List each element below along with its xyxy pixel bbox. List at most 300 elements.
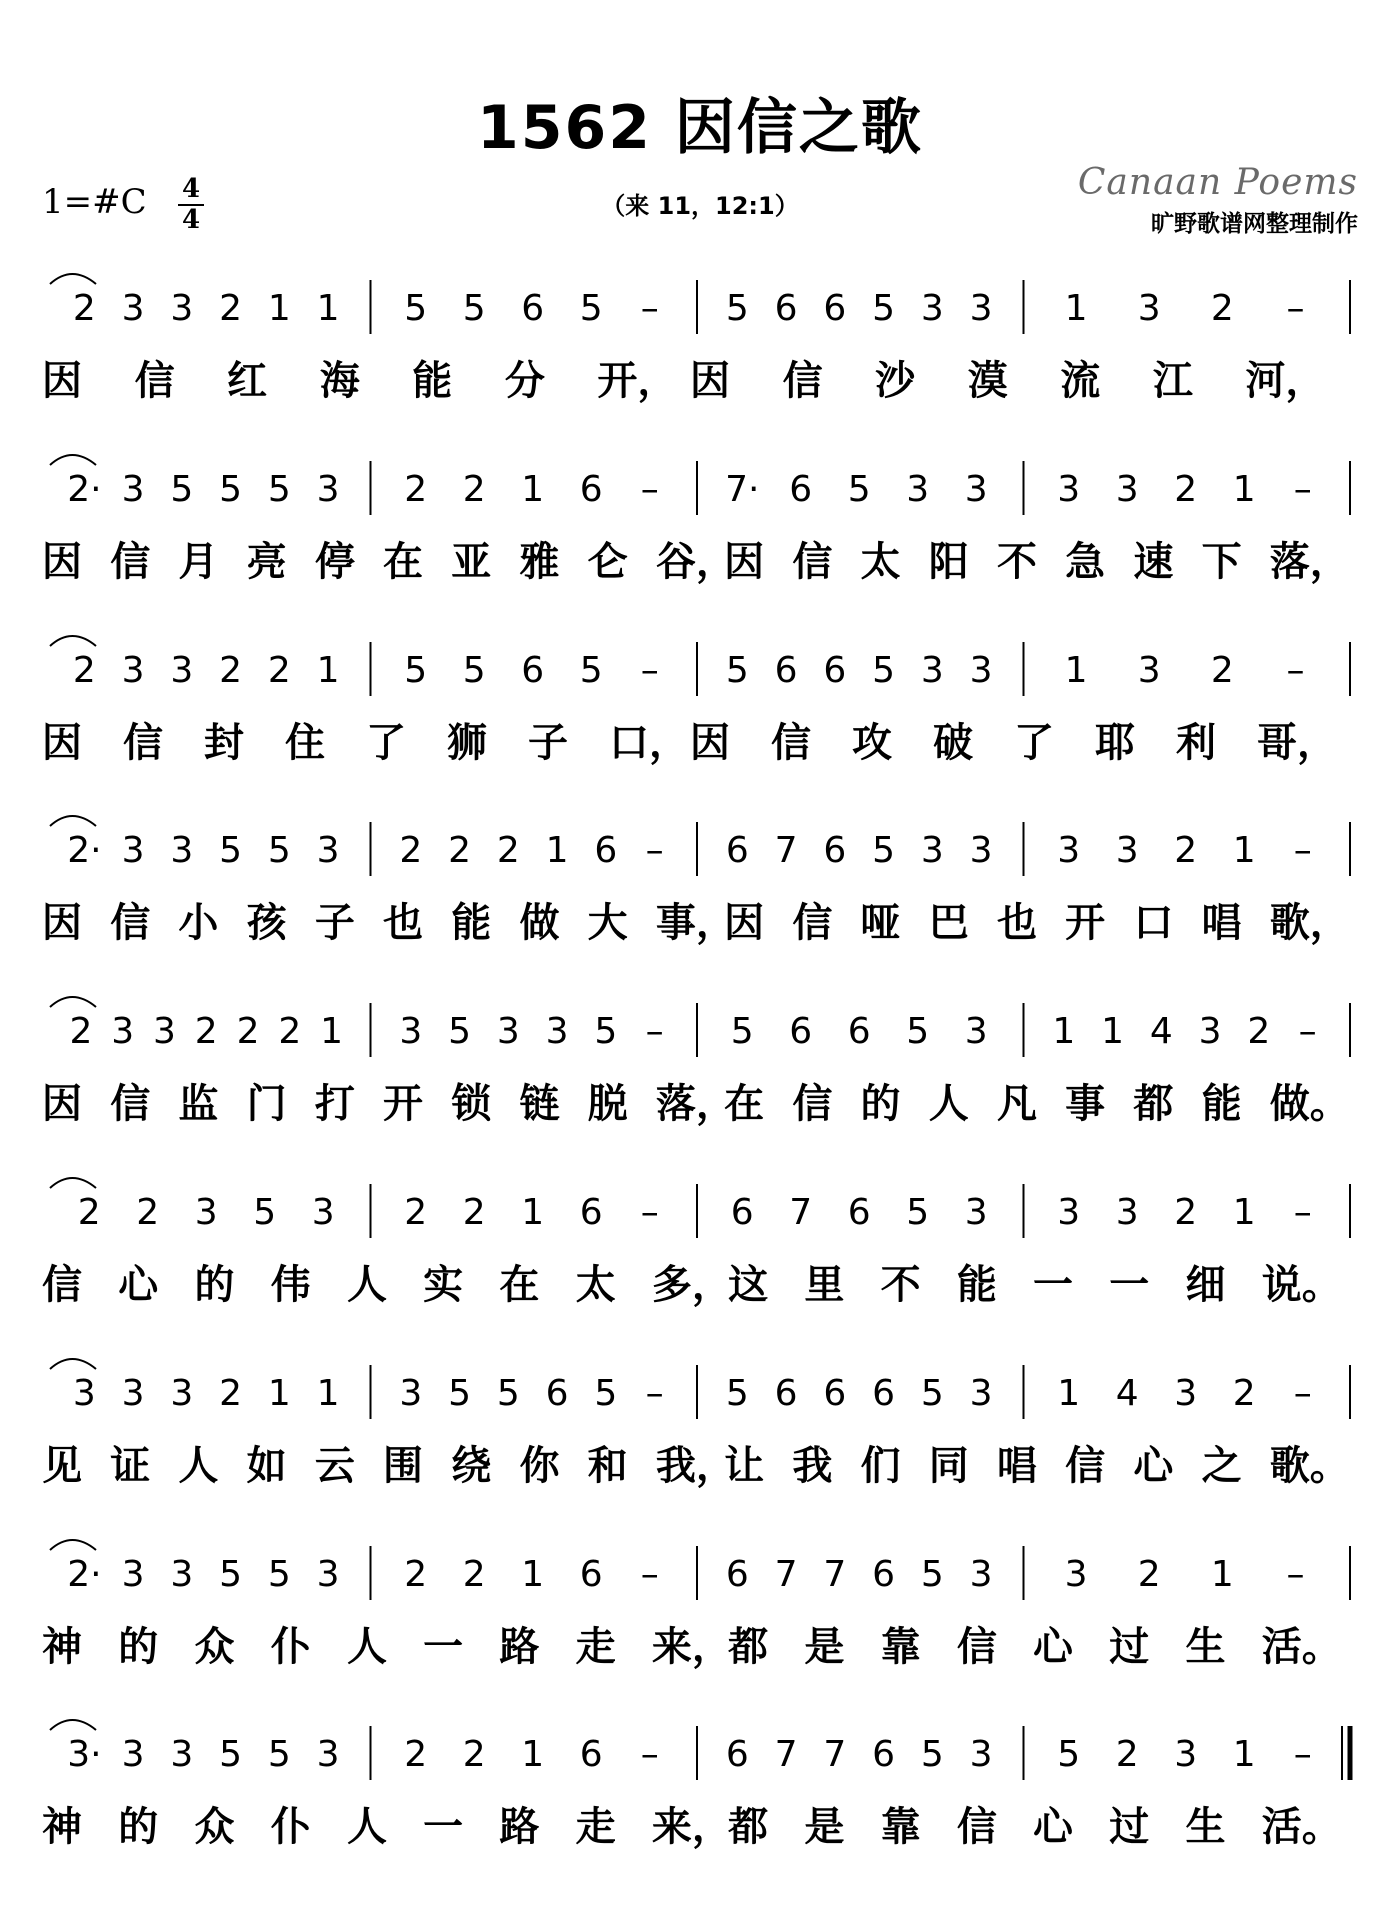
lyric-syllable: 一 <box>1033 1262 1074 1308</box>
lyric-syllable: 事 <box>1065 1081 1106 1127</box>
note: 5 <box>730 1011 754 1052</box>
rest-dash: – <box>1293 1373 1312 1414</box>
notation-line <box>42 985 1358 1075</box>
note: 1 <box>320 1011 344 1052</box>
lyric-syllable: 狮 <box>447 720 487 766</box>
lyric-syllable: 开 <box>1065 900 1106 946</box>
note: 3 <box>1064 1554 1088 1595</box>
note: 2 <box>1210 650 1234 691</box>
note: 3 <box>153 1011 176 1052</box>
score-system <box>42 1347 1358 1507</box>
note: 5 <box>219 1734 243 1775</box>
rest-dash: – <box>645 830 664 871</box>
note: 1 <box>316 1373 340 1414</box>
lyric-syllable: 仆 <box>270 1804 311 1850</box>
rest-dash: – <box>1293 830 1312 871</box>
rest-dash: – <box>1293 1192 1312 1233</box>
lyric-syllable: 落， <box>1269 539 1350 585</box>
lyric-syllable: 见 <box>42 1443 82 1489</box>
lyric-syllable: 攻 <box>852 720 892 766</box>
rest-dash: – <box>640 1192 659 1233</box>
lyric-syllable: 歌。 <box>1269 1443 1350 1489</box>
lyric-syllable: 了 <box>1014 720 1054 766</box>
brand-block <box>1078 162 1358 238</box>
note: 2 <box>267 650 291 691</box>
note: 2 <box>404 1734 428 1775</box>
note: 5 <box>725 1373 749 1414</box>
note: 5 <box>725 288 749 329</box>
note: 5 <box>219 469 243 510</box>
note: 3 <box>969 1554 993 1595</box>
lyric-syllable: 和 <box>587 1443 628 1489</box>
note: 2 <box>462 469 486 510</box>
note: 3 <box>1174 1373 1198 1414</box>
lyric-syllable: 分 <box>504 358 545 404</box>
note: 1 <box>1232 1734 1256 1775</box>
key-signature: 1=#C <box>42 182 147 222</box>
lyric-syllable: 心 <box>118 1262 159 1308</box>
note: 3 <box>316 469 340 510</box>
note: 3 <box>1057 1192 1081 1233</box>
note: 2 <box>1210 288 1234 329</box>
note: 5 <box>267 469 291 510</box>
note: 2 <box>194 1011 218 1052</box>
lyric-syllable: 门 <box>246 1081 287 1127</box>
note: 5 <box>267 830 291 871</box>
lyric-syllable: 因 <box>42 1081 82 1127</box>
slur <box>50 1540 96 1550</box>
note: 6 <box>725 1554 749 1595</box>
lyric-syllable: 路 <box>499 1624 540 1670</box>
lyric-syllable: 人 <box>178 1443 219 1489</box>
note: 2 <box>462 1192 486 1233</box>
lyric-syllable: 信 <box>1065 1443 1106 1489</box>
lyric-syllable: 过 <box>1109 1624 1150 1670</box>
lyric-syllable: 信 <box>792 539 833 585</box>
note: 6 <box>823 288 847 329</box>
note: 7· <box>725 469 760 510</box>
note: 2· <box>67 469 102 510</box>
score-system <box>42 624 1358 784</box>
note: 5 <box>462 288 486 329</box>
notation-line <box>42 1347 1358 1437</box>
lyric-syllable: 太 <box>860 539 901 585</box>
note: 7 <box>774 830 798 871</box>
note: 3 <box>1198 1011 1222 1052</box>
lyric-syllable: 落， <box>655 1081 736 1127</box>
lyric-syllable: 因 <box>690 720 730 766</box>
note: 3 <box>969 288 993 329</box>
note: 5 <box>267 1554 291 1595</box>
lyric-syllable: 海 <box>319 358 360 404</box>
note: 5 <box>579 650 603 691</box>
note: 3 <box>121 1373 145 1414</box>
note: 1 <box>521 1192 545 1233</box>
note: 3 <box>170 1734 194 1775</box>
lyric-syllable: 信 <box>792 900 833 946</box>
lyric-syllable: 的 <box>194 1262 235 1308</box>
lyric-syllable: 下 <box>1201 539 1242 585</box>
lyric-syllable: 能 <box>956 1262 997 1308</box>
note: 2· <box>67 830 102 871</box>
lyric-syllable: 雅 <box>519 539 560 585</box>
note: 3 <box>969 650 993 691</box>
note: 7 <box>823 1554 847 1595</box>
lyric-syllable: 靠 <box>880 1804 921 1850</box>
note: 2 <box>1247 1011 1271 1052</box>
lyric-syllable: 哑 <box>860 900 901 946</box>
note: 4 <box>1115 1373 1139 1414</box>
lyric-syllable: 信 <box>956 1804 997 1850</box>
lyric-syllable: 人 <box>928 1081 969 1127</box>
lyric-syllable: 因 <box>42 358 82 404</box>
time-signature-top: 4 <box>181 174 201 204</box>
lyric-syllable: 也 <box>996 900 1037 946</box>
notation-line <box>42 1708 1358 1798</box>
note: 3 <box>194 1192 218 1233</box>
lyric-syllable: 们 <box>860 1443 901 1489</box>
note: 3 <box>920 288 944 329</box>
note: 6 <box>847 1192 871 1233</box>
slur <box>50 1178 96 1188</box>
note: 7 <box>774 1734 798 1775</box>
rest-dash: – <box>1293 1734 1312 1775</box>
lyric-syllable: 在 <box>383 539 424 585</box>
score-system <box>42 985 1358 1145</box>
lyric-syllable: 唱 <box>1201 900 1242 946</box>
lyric-syllable: 证 <box>110 1443 151 1489</box>
note: 3 <box>906 469 930 510</box>
lyric-syllable: 生 <box>1185 1804 1226 1850</box>
note: 2· <box>67 1554 102 1595</box>
note: 3 <box>121 288 145 329</box>
note: 2 <box>278 1011 302 1052</box>
note: 3 <box>72 1373 96 1414</box>
note: 5 <box>872 288 896 329</box>
lyric-syllable: 信 <box>792 1081 833 1127</box>
lyric-syllable: 说。 <box>1261 1262 1342 1308</box>
note: 3 <box>170 288 194 329</box>
notation-line <box>42 262 1358 352</box>
rest-dash: – <box>1286 288 1305 329</box>
note: 3 <box>1137 650 1161 691</box>
lyric-syllable: 一 <box>1109 1262 1150 1308</box>
lyric-syllable: 细 <box>1185 1262 1226 1308</box>
lyric-syllable: 让 <box>724 1443 765 1489</box>
lyric-syllable: 太 <box>575 1262 616 1308</box>
lyric-syllable: 流 <box>1060 358 1101 404</box>
lyric-syllable: 的 <box>860 1081 901 1127</box>
lyric-syllable: 打 <box>314 1081 355 1127</box>
note: 5 <box>872 650 896 691</box>
lyric-syllable: 唱 <box>996 1443 1037 1489</box>
lyric-syllable: 不 <box>996 539 1037 585</box>
lyric-syllable: 之 <box>1201 1443 1242 1489</box>
rest-dash: – <box>1298 1011 1317 1052</box>
lyric-syllable: 是 <box>804 1624 845 1670</box>
lyric-syllable: 来， <box>651 1804 732 1850</box>
rest-dash: – <box>640 469 659 510</box>
lyric-syllable: 脱 <box>587 1081 628 1127</box>
note: 3 <box>920 830 944 871</box>
lyric-syllable: 你 <box>519 1443 560 1489</box>
note: 3 <box>920 650 944 691</box>
lyric-syllable: 信 <box>782 358 823 404</box>
lyric-syllable: 因 <box>42 720 82 766</box>
lyric-syllable: 开 <box>383 1081 424 1127</box>
lyric-syllable: 不 <box>880 1262 921 1308</box>
note: 5 <box>594 1011 618 1052</box>
note: 5 <box>219 1554 243 1595</box>
note: 5 <box>1057 1734 1081 1775</box>
note: 2 <box>72 650 96 691</box>
slur <box>50 274 96 284</box>
note: 1 <box>1101 1011 1125 1052</box>
note: 3 <box>399 1011 423 1052</box>
score-system <box>42 262 1358 422</box>
note: 5 <box>920 1734 944 1775</box>
lyric-syllable: 仑 <box>587 539 628 585</box>
note: 5 <box>920 1554 944 1595</box>
note: 2 <box>1174 1192 1198 1233</box>
note: 2 <box>236 1011 260 1052</box>
slur <box>50 636 96 646</box>
lyric-syllable: 这 <box>728 1262 769 1308</box>
note: 3 <box>496 1011 520 1052</box>
lyric-syllable: 神 <box>42 1804 82 1850</box>
note: 5 <box>448 1373 472 1414</box>
lyric-syllable: 我， <box>655 1443 736 1489</box>
note: 2 <box>496 830 520 871</box>
song-title: 1562 因信之歌 <box>477 93 923 163</box>
lyric-syllable: 活。 <box>1261 1624 1342 1670</box>
note: 3 <box>969 1734 993 1775</box>
lyric-syllable: 锁 <box>451 1081 492 1127</box>
note: 6 <box>872 1554 896 1595</box>
note: 3 <box>969 1373 993 1414</box>
notation-line <box>42 443 1358 533</box>
lyric-syllable: 路 <box>499 1804 540 1850</box>
notation-line <box>42 1528 1358 1618</box>
lyric-syllable: 因 <box>724 539 765 585</box>
lyric-syllable: 子 <box>314 900 355 946</box>
note: 3 <box>170 830 194 871</box>
note: 6 <box>823 650 847 691</box>
note: 1 <box>1064 288 1088 329</box>
lyric-syllable: 围 <box>383 1443 424 1489</box>
lyric-syllable: 同 <box>928 1443 969 1489</box>
lyric-syllable: 靠 <box>880 1624 921 1670</box>
lyric-syllable: 谷， <box>655 539 736 585</box>
note: 1 <box>1064 650 1088 691</box>
note: 3 <box>170 650 194 691</box>
brand-logo: Canaan Poems <box>1077 162 1358 203</box>
lyric-syllable: 信 <box>42 1262 82 1308</box>
note: 3 <box>121 830 145 871</box>
note: 3 <box>964 1011 988 1052</box>
lyric-syllable: 口， <box>609 720 689 766</box>
lyric-syllable: 心 <box>1033 1624 1074 1670</box>
note: 1 <box>521 1554 545 1595</box>
note: 1 <box>316 650 340 691</box>
note: 5 <box>906 1192 930 1233</box>
note: 6 <box>725 1734 749 1775</box>
lyric-syllable: 是 <box>804 1804 845 1850</box>
lyric-syllable: 阳 <box>928 539 969 585</box>
lyric-syllable: 过 <box>1109 1804 1150 1850</box>
note: 3 <box>311 1192 335 1233</box>
lyric-syllable: 我 <box>792 1443 833 1489</box>
note: 5 <box>920 1373 944 1414</box>
note: 1 <box>545 830 569 871</box>
lyric-syllable: 信 <box>134 358 175 404</box>
lyric-syllable: 亮 <box>246 539 287 585</box>
lyric-syllable: 都 <box>1133 1081 1174 1127</box>
note: 2 <box>77 1192 101 1233</box>
note: 2 <box>1174 469 1198 510</box>
lyric-syllable: 来， <box>651 1624 732 1670</box>
score-system <box>42 804 1358 964</box>
note: 3 <box>170 1373 194 1414</box>
lyric-syllable: 实 <box>423 1262 464 1308</box>
note: 3 <box>170 1554 194 1595</box>
lyric-syllable: 的 <box>118 1804 159 1850</box>
lyric-syllable: 沙 <box>875 358 916 404</box>
note: 3 <box>964 469 988 510</box>
note: 3 <box>111 1011 135 1052</box>
lyric-syllable: 信 <box>123 720 163 766</box>
lyric-syllable: 亚 <box>451 539 492 585</box>
note: 7 <box>774 1554 798 1595</box>
lyric-syllable: 因 <box>42 539 82 585</box>
lyric-syllable: 河， <box>1245 358 1326 404</box>
lyric-syllable: 急 <box>1065 539 1106 585</box>
score-system <box>42 1528 1358 1688</box>
note: 5 <box>594 1373 618 1414</box>
brand-credit: 旷野歌谱网整理制作 <box>1151 211 1358 237</box>
note: 3 <box>1115 1192 1139 1233</box>
note: 4 <box>1149 1011 1173 1052</box>
note: 3 <box>1057 469 1081 510</box>
lyric-syllable: 在 <box>724 1081 765 1127</box>
note: 6 <box>789 469 813 510</box>
note: 5 <box>219 830 243 871</box>
note: 6 <box>774 650 798 691</box>
note: 2 <box>72 288 96 329</box>
note: 6 <box>579 1734 603 1775</box>
lyric-syllable: 一 <box>423 1804 464 1850</box>
lyric-syllable: 人 <box>346 1262 387 1308</box>
lyric-syllable: 一 <box>423 1624 464 1670</box>
lyric-syllable: 做。 <box>1269 1081 1350 1127</box>
rest-dash: – <box>640 650 659 691</box>
rest-dash: – <box>1286 650 1305 691</box>
note: 6 <box>774 288 798 329</box>
note: 3 <box>121 650 145 691</box>
note: 5 <box>170 469 194 510</box>
lyric-syllable: 大 <box>587 900 628 946</box>
note: 6 <box>730 1192 754 1233</box>
lyric-syllable: 活。 <box>1261 1804 1342 1850</box>
lyric-syllable: 都 <box>728 1624 769 1670</box>
notation-line <box>42 1166 1358 1256</box>
lyric-syllable: 破 <box>933 720 973 766</box>
lyric-syllable: 小 <box>178 900 219 946</box>
lyric-syllable: 能 <box>1201 1081 1242 1127</box>
note: 3 <box>399 1373 423 1414</box>
note: 2 <box>219 1373 243 1414</box>
lyric-syllable: 走 <box>575 1624 616 1670</box>
note: 2 <box>404 1192 428 1233</box>
scripture-reference: （来 11，12:1） <box>601 192 799 220</box>
note: 2 <box>1232 1373 1256 1414</box>
note: 6 <box>872 1734 896 1775</box>
lyric-syllable: 停 <box>314 539 355 585</box>
note: 1 <box>1232 830 1256 871</box>
lyric-syllable: 仆 <box>270 1624 311 1670</box>
lyric-syllable: 做 <box>519 900 560 946</box>
lyric-syllable: 人 <box>346 1804 387 1850</box>
note: 2 <box>448 830 472 871</box>
lyric-syllable: 绕 <box>451 1443 492 1489</box>
lyric-syllable: 子 <box>528 720 568 766</box>
lyric-syllable: 速 <box>1133 539 1174 585</box>
note: 6 <box>847 1011 871 1052</box>
note: 2 <box>219 650 243 691</box>
lyric-syllable: 漠 <box>967 358 1008 404</box>
lyric-syllable: 都 <box>728 1804 769 1850</box>
lyric-syllable: 利 <box>1176 720 1216 766</box>
notation-line <box>42 624 1358 714</box>
note: 1 <box>1210 1554 1234 1595</box>
note: 6 <box>594 830 618 871</box>
note: 1 <box>267 1373 291 1414</box>
note: 3 <box>964 1192 988 1233</box>
note: 1 <box>1232 469 1256 510</box>
note: 6 <box>725 830 749 871</box>
note: 3 <box>969 830 993 871</box>
lyric-syllable: 事， <box>655 900 736 946</box>
rest-dash: – <box>640 1734 659 1775</box>
note: 3 <box>1174 1734 1198 1775</box>
rest-dash: – <box>1286 1554 1305 1595</box>
note: 5 <box>496 1373 520 1414</box>
slur <box>50 1720 96 1730</box>
slur <box>50 455 96 465</box>
note: 5 <box>404 650 428 691</box>
lyric-syllable: 众 <box>194 1624 235 1670</box>
note: 7 <box>823 1734 847 1775</box>
note: 2 <box>404 469 428 510</box>
rest-dash: – <box>645 1011 664 1052</box>
note: 6 <box>521 288 545 329</box>
note: 2 <box>462 1554 486 1595</box>
note: 3 <box>121 1554 145 1595</box>
lyric-syllable: 云 <box>314 1443 355 1489</box>
rest-dash: – <box>640 1554 659 1595</box>
lyric-syllable: 因 <box>724 900 765 946</box>
lyric-syllable: 江 <box>1152 358 1193 404</box>
note: 1 <box>267 288 291 329</box>
lyric-syllable: 如 <box>246 1443 287 1489</box>
score-system <box>42 443 1358 603</box>
lyric-syllable: 走 <box>575 1804 616 1850</box>
lyric-syllable: 信 <box>110 539 151 585</box>
note: 1 <box>521 1734 545 1775</box>
note: 2 <box>219 288 243 329</box>
note: 1 <box>316 288 340 329</box>
slur <box>50 997 96 1007</box>
